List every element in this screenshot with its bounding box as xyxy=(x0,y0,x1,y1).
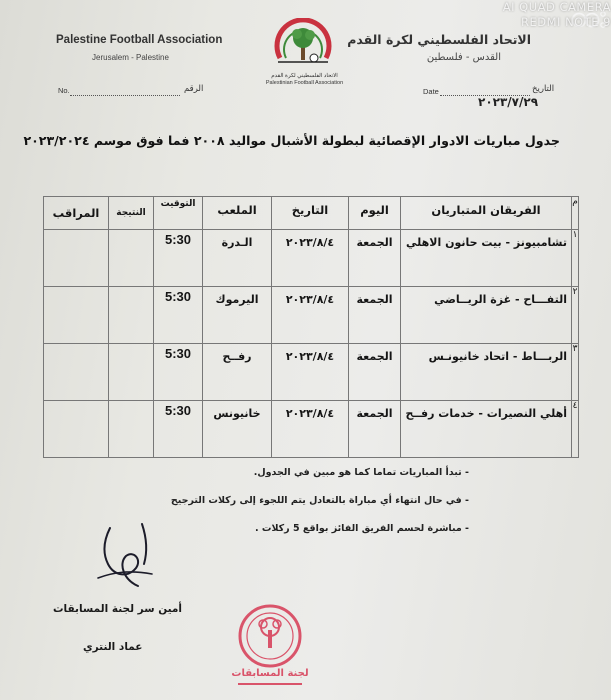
row-teams: التفـــاح - غزة الريــاضي xyxy=(401,287,572,344)
table-row xyxy=(44,287,579,344)
date-label-arabic: التاريخ xyxy=(532,84,555,94)
letterhead-english-subtitle: Jerusalem - Palestine xyxy=(92,53,169,62)
row-result xyxy=(109,344,154,401)
header-teams: الفريقان المتباريان xyxy=(401,197,572,230)
row-teams: أهلي النصيرات - خدمات رفــح xyxy=(401,401,572,458)
row-day: الجمعة xyxy=(349,401,401,458)
row-date: ٢٠٢٣/٨/٤ xyxy=(272,230,349,287)
row-index: ٢ xyxy=(572,287,579,344)
letterhead-arabic-title: الاتحاد الفلسطيني لكرة القدم xyxy=(347,32,531,47)
note-item: - في حال انتهاء أي مباراة بالتعادل يتم اللجوء إلى ركلات الترجيح xyxy=(170,495,469,506)
row-observer xyxy=(44,230,109,287)
letterhead-english-title: Palestine Football Association xyxy=(56,34,223,46)
row-venue: الـدرة xyxy=(203,230,272,287)
handwritten-signature xyxy=(90,520,160,594)
header-time: التوقيت xyxy=(154,197,203,230)
row-date: ٢٠٢٣/٨/٤ xyxy=(272,287,349,344)
stamp-text: لجنة المسابقات xyxy=(231,668,309,679)
match-schedule-table xyxy=(43,196,579,458)
date-label: Date xyxy=(423,87,439,96)
row-observer xyxy=(44,401,109,458)
header-result: النتيجة xyxy=(109,197,154,230)
logo-caption xyxy=(252,73,357,87)
table-row xyxy=(44,344,579,401)
header-observer: المراقب xyxy=(44,197,109,230)
row-time: 5:30 xyxy=(154,230,203,287)
row-result xyxy=(109,401,154,458)
reference-number-line xyxy=(70,95,180,96)
reference-number-label: No. xyxy=(58,86,70,95)
header-day: اليوم xyxy=(349,197,401,230)
row-index: ٣ xyxy=(572,344,579,401)
committee-stamp xyxy=(228,600,312,692)
document-title: جدول مباريات الادوار الإقصائية لبطولة الأشبال مواليد ٢٠٠٨ فما فوق موسم ٢٠٢٣/٢٠٢٤ xyxy=(23,133,560,148)
row-observer xyxy=(44,287,109,344)
table-header-row xyxy=(44,197,579,230)
row-time: 5:30 xyxy=(154,287,203,344)
row-result xyxy=(109,230,154,287)
row-index: ١ xyxy=(572,230,579,287)
row-day: الجمعة xyxy=(349,230,401,287)
watermark-line-1: AI QUAD CAMERA xyxy=(502,0,611,14)
row-observer xyxy=(44,344,109,401)
reference-number-label-arabic: الرقم xyxy=(184,84,204,94)
header-index: م xyxy=(572,197,579,230)
row-time: 5:30 xyxy=(154,344,203,401)
table-row xyxy=(44,401,579,458)
logo-caption-arabic: الاتحاد الفلسطيني لكرة القدم xyxy=(271,73,338,79)
row-teams: الربـــاط - اتحاد خانيونـس xyxy=(401,344,572,401)
row-teams: تشامبيونز - بيت حانون الاهلي xyxy=(401,230,572,287)
note-item: - مباشرة لحسم الفريق الفائز بواقع 5 ركلات . xyxy=(254,523,469,534)
header-venue: الملعب xyxy=(203,197,272,230)
row-venue: خانيونس xyxy=(203,401,272,458)
header-date: التاريخ xyxy=(272,197,349,230)
letterhead-arabic-subtitle: القدس - فلسطين xyxy=(426,52,501,63)
row-date: ٢٠٢٣/٨/٤ xyxy=(272,401,349,458)
row-day: الجمعة xyxy=(349,344,401,401)
watermark-line-2: REDMI NOTE 9 xyxy=(521,15,611,29)
document-date: ٢٠٢٣/٧/٢٩ xyxy=(478,95,539,109)
row-time: 5:30 xyxy=(154,401,203,458)
row-day: الجمعة xyxy=(349,287,401,344)
row-result xyxy=(109,287,154,344)
signatory-name: عماد النتري xyxy=(83,641,143,653)
table-row xyxy=(44,230,579,287)
association-logo-icon xyxy=(270,18,336,74)
row-index: ٤ xyxy=(572,401,579,458)
note-item: - تبدأ المباريات تماما كما هو مبين في الجدول. xyxy=(253,467,469,478)
logo-caption-english: Palestinian Football Association xyxy=(265,80,344,86)
row-venue: اليرموك xyxy=(203,287,272,344)
row-venue: رفــح xyxy=(203,344,272,401)
camera-watermark xyxy=(381,0,611,30)
row-date: ٢٠٢٣/٨/٤ xyxy=(272,344,349,401)
signatory-title: أمين سر لجنة المسابقات xyxy=(53,603,183,615)
